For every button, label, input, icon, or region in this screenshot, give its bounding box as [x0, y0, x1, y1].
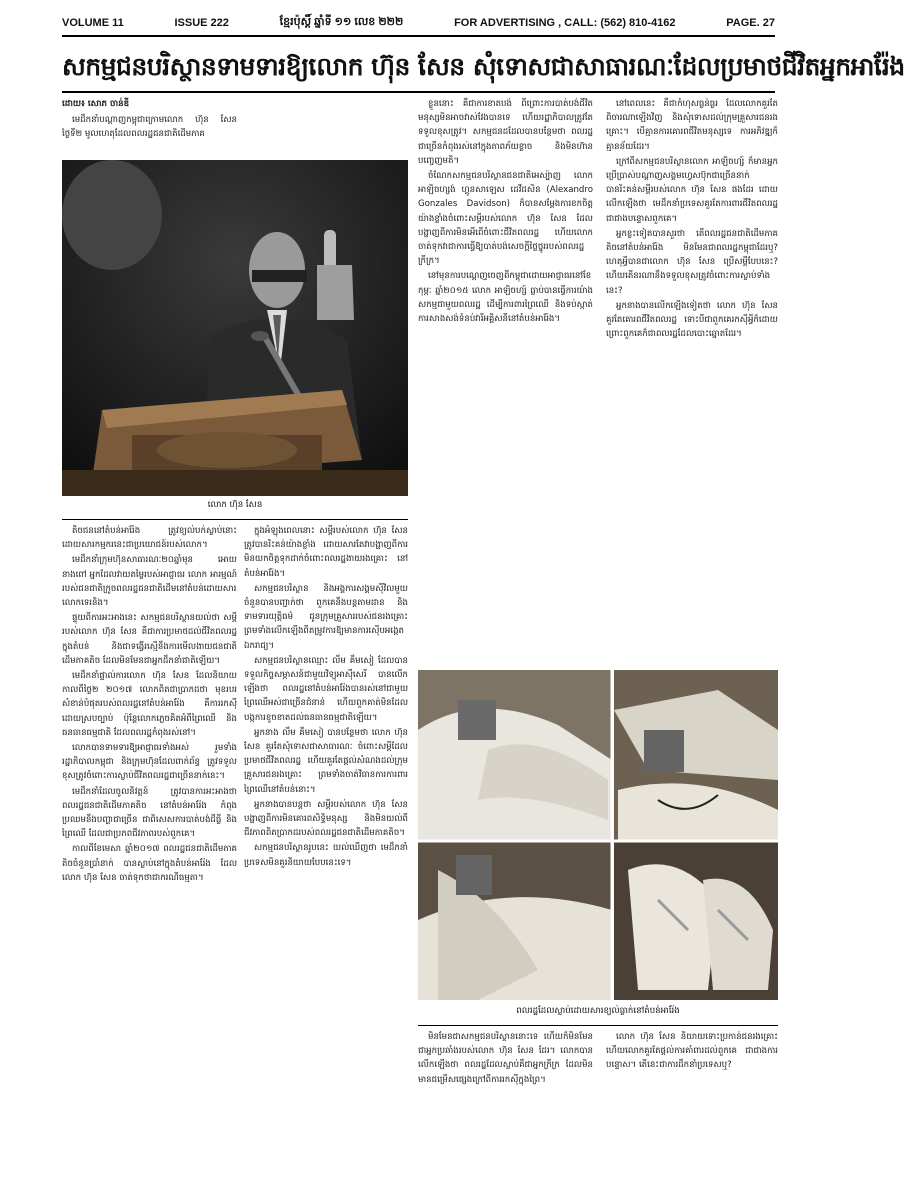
article-paragraph: មេដឹកនាំផ្ទាល់ការលោក ហ៊ុន សែន ដែលនិយាយកាលពីថ្ងៃ២ ២០១៧ លោកពិតជាប្រាកដថា មុខរបរសំខាន់បំផុតរបស់ពលរដ្ឋនៅតំបន់អារ៉ែង គឺការរកស៊ីដោយស្របច្បាប់ ប៉ុន្តែលោកភ្លេចគិតអំពីព្រៃឈើ និងធនធានធម្មជាតិ ដែលពលរដ្ឋកំពុងរស់នៅ។	[62, 671, 237, 738]
article-paragraph: អ្នកខ្លះទៀតបានសួរថា តើពលរដ្ឋជនជាតិដើមភាគតិចនៅតំបន់អារ៉ែង មិនមែនជាពលរដ្ឋកម្ពុជាដែរឬ? ហេតុអ្វីបានជាលោក ហ៊ុន សែន ប្រើសម្ដីបែបនេះ? ហើយតើនរណានឹងទទួលខុសត្រូវចំពោះការស្លាប់ទាំងនេះ?	[606, 228, 778, 296]
article-paragraph: នៅពេលនេះ គឺជាកំហុសធ្ងន់ធ្ងរ ដែលលោកគួរតែពិចារណាឡើងវិញ និងសុំទោសដល់ក្រុមគ្រួសារជនរងគ្រោះ។ បើគ្មានការគោរពជីវិតមនុស្សទេ ការអភិវឌ្ឍក៏គ្មានន័យដែរ។	[606, 99, 778, 152]
main-photo	[62, 160, 408, 496]
speaker-illustration	[62, 160, 408, 496]
article-paragraph: មេដឹកនាំដែលចូលនិវត្តន៍ ត្រូវបានការអះអាងថា ពលរដ្ឋជនជាតិដើមភាគតិច នៅតំបន់អារ៉ែង កំពុងប្រឈមនឹងបញ្ហាជាច្រើន ជាពិសេសការបាត់បង់ដីធ្លី និងព្រៃឈើ ដែលជាប្រភពជីវភាពរបស់ពួកគេ។	[62, 786, 237, 840]
volume-label: VOLUME 11	[62, 17, 124, 29]
article-paragraph: លោកបានទាមទារឱ្យអាជ្ញាធរទាំងអស់ រួមទាំងរដ្ឋាភិបាលកម្ពុជា និងក្រុមហ៊ុនដែលពាក់ព័ន្ធ ត្រូវទទួលខុសត្រូវចំពោះការស្លាប់ជីវិតពលរដ្ឋជាច្រើននាក់នេះ។	[62, 743, 237, 782]
article-paragraph: ក្នុងអំឡុងពេលនោះ សម្ដីរបស់លោក ហ៊ុន សែន ត្រូវបានរិះគន់យ៉ាងខ្លាំង ដោយសារតែវាបង្ហាញពីការមិនយកចិត្តទុកដាក់ចំពោះពលរដ្ឋងាយរងគ្រោះ នៅតំបន់អារ៉ែង។	[244, 526, 408, 579]
article-paragraph: មេដឹកនាំបណ្ដាញកម្ពុជាក្រោមលោក ហ៊ុន សែន ថ្ងៃទី២ មូលហេតុដែលពលរដ្ឋជនជាតិដើមភាគ	[62, 115, 237, 140]
article-paragraph: អ្នកនាងបានលើកឡើងទៀតថា លោក ហ៊ុន សែន គួរតែគោរពជីវិតពលរដ្ឋ ទោះបីជាពួកគេរកស៊ីអ្វីក៏ដោយ ព្រោះពួកគេក៏ជាពលរដ្ឋដែលបោះឆ្នោតដែរ។	[606, 300, 778, 340]
issue-date: ខ្មែរប៉ុស្ដិ៍ ឆ្នាំទី ១១ លេខ ២២២	[279, 16, 404, 28]
article-paragraph: តិចជននៅតំបន់អារ៉ែង ត្រូវខ្យល់បក់ស្លាប់នោះ ដោយសារកម្មករនេះជាប្រយោជន៍របស់លោក។	[62, 526, 237, 551]
article-paragraph: សកម្មជនបរិស្ថានរូបនេះ យល់ឃើញថា មេដឹកនាំប្រទេសមិនគួរនិយាយបែបនេះទេ។	[244, 843, 408, 868]
article-paragraph: ចំណែកសកម្មជនបរិស្ថានជនជាតិអេស្ប៉ាញ លោក អាឡិចហ្សង់ ហ្គូនសាឡេស ដេវីដសិន (Alexandro Gonzales Davidson) ក៏បានសម្ដែងការខកចិត្តយ៉ាងខ្លាំងចំពោះសម្ដីរបស់លោក ហ៊ុន សែន ដែលបង្ហាញពីការមិនអើពើចំពោះជីវិតពលរដ្ឋ ហើយលោកចាត់ទុកវាជាការធ្វើឱ្យបាត់បង់សេចក្ដីថ្លៃថ្នូររបស់ពលរដ្ឋក្រីក្រ។	[418, 171, 593, 267]
column-1-top	[62, 97, 237, 157]
article-paragraph: នៅមុនការបណ្ដេញចេញពីកម្ពុជាដោយអាជ្ញាធរនៅខែកុម្ភៈ ឆ្នាំ២០១៥ លោក អាឡិចហ្ស៍ ធ្លាប់បានធ្វើការយ៉ាងសកម្មជាមួយពលរដ្ឋ ដើម្បីការពារព្រៃឈើ និងទប់ស្កាត់ការសាងសង់ទំនប់វារីអគ្គិសនីនៅតំបន់អារ៉ែង។	[418, 271, 593, 325]
page-number: PAGE. 27	[726, 17, 775, 29]
page-header	[62, 14, 775, 32]
issue-label: ISSUE 222	[174, 17, 229, 29]
main-photo-caption: លោក ហ៊ុន សែន	[62, 500, 408, 520]
article-paragraph: មេដឹកនាំក្រុមហ៊ុនសាធារណៈ២០ឆ្នាំមុន អោយនាងពៅ អ្នកដែលវាយតម្លៃរបស់អាជ្ញាធរ លោក អារម្មណ៍របស់ជនជាតិក្រូចពលរដ្ឋជនជាតិដើមនៅតំបន់ដោយសារលោកទេរនិង។	[62, 555, 237, 609]
article-paragraph: សកម្មជនបរិស្ថាន និងអង្គការសង្គមស៊ីវិលមួយចំនួនបានបញ្ជាក់ថា ពួកគេនឹងបន្តតាមដាន និងទាមទារយុត្តិធម៌ ជូនក្រុមគ្រួសាររបស់ជនរងគ្រោះ ព្រមទាំងលើកឡើងពីតម្រូវការឱ្យមានការស៊ើបអង្កេតឯករាជ្យ។	[244, 583, 408, 651]
article-paragraph: កាលពីខែមេសា ឆ្នាំ២០១៧ ពលរដ្ឋជនជាតិដើមភាគតិចចំនួនប្រាំនាក់ បានស្លាប់នៅក្នុងតំបន់អារ៉ែង ដែលលោក ហ៊ុន សែន ចាត់ទុកថាជាករណីធម្មតា។	[62, 844, 237, 883]
article-paragraph: មិនមែនជាសកម្មជនបរិស្ថាននោះទេ ហើយក៏មិនមែនជាអ្នកប្រឆាំងរបស់លោក ហ៊ុន សែន ដែរ។ លោកបានលើកឡើងថា ពលរដ្ឋដែលស្លាប់គឺជាអ្នកក្រីក្រ ដែលមិនមានជម្រើសផ្សេងក្រៅពីការរកស៊ីក្នុងព្រៃ។	[418, 1032, 593, 1085]
column-3-middle	[418, 500, 593, 660]
column-3-top	[418, 97, 593, 499]
article-paragraph: ផ្ទុយពីការអះអាងនេះ សកម្មជនបរិស្ថានយល់ថា សម្ដីរបស់លោក ហ៊ុន សែន គឺជាការប្រមាថដល់ជីវិតពលរដ្ឋក្នុងតំបន់ និងជាទង្វើរស្មើនឹងការមើលងាយជនជាតិដើមភាគតិច ដែលមិនមែនជាអ្នកដឹកនាំជាតិឡើយ។	[62, 613, 237, 666]
article-paragraph: សកម្មជនបរិស្ថានឈ្មោះ លឹម គឹមសៀ ដែលបានទទួលកិច្ចសម្ភាសន៍ជាមួយវិទ្យុអាស៊ីសេរី បានលើកឡើងថា ពលរដ្ឋនៅតំបន់អារ៉ែងបានរស់នៅជាមួយព្រៃឈើអស់ជាច្រើនជំនាន់ ហើយពួកគាត់មិនដែលបង្កការខូចខាតដល់ធនធានធម្មជាតិឡើយ។	[244, 655, 408, 723]
column-1-bottom	[62, 524, 237, 1174]
victims-illustration	[418, 670, 778, 1000]
header-rule	[62, 35, 775, 37]
article-paragraph: អ្នកនាងបានបន្តថា សម្ដីរបស់លោក ហ៊ុន សែន បង្ហាញពីការមិនគោរពសិទ្ធិមនុស្ស និងមិនយល់ពីជីវភាពពិតប្រាកដរបស់ពលរដ្ឋជនជាតិដើមភាគតិច។	[244, 799, 408, 839]
article-paragraph: ក្រៅពីសកម្មជនបរិស្ថានលោក អាឡិចហ្ស៍ ក៏មានអ្នកប្រើប្រាស់បណ្ដាញសង្គមហ្វេសប៊ុកជាច្រើននាក់ បានរិះគន់សម្ដីរបស់លោក ហ៊ុន សែន ផងដែរ ដោយលើកឡើងថា មេដឹកនាំប្រទេសគួរតែការពារជីវិតពលរដ្ឋ ជាជាងបន្ទោសពួកគេ។	[606, 156, 778, 224]
headline: សកម្មជនបរិស្ថានទាមទារឱ្យលោក ហ៊ុន សែន សុំទោសជាសាធារណៈដែលប្រមាថជីវិតអ្នកអារ៉ែង	[62, 52, 905, 81]
victims-photo-caption: ពលរដ្ឋដែលស្លាប់ដោយសារខ្យល់ធ្លាក់នៅតំបន់អារ៉ែង	[418, 1006, 778, 1026]
article-paragraph: លោក ហ៊ុន សែន និយាយទោះប្រកាន់ជនរងគ្រោះ ហើយលោកគួរតែផ្ដល់ការគាំពារដល់ពួកគេ ជាជាងការបន្ទោស។ តើនេះជាការដឹកនាំប្រទេសឬ?	[606, 1032, 778, 1071]
byline: ដោយ៖ សោភ ចាន់ឌី	[62, 99, 130, 109]
column-3-bottom	[418, 1030, 593, 1174]
column-4-top	[606, 97, 778, 657]
column-2	[244, 524, 408, 1174]
column-4-bottom	[606, 1030, 778, 1174]
headline-rule	[62, 91, 775, 93]
victims-photo	[418, 670, 778, 1000]
article-paragraph: ខ្លួននោះ គឺជាការខាតបង់ ពីព្រោះការបាត់បង់ជីវិតមនុស្សមិនអាចវាស់វែងបានទេ ហើយរដ្ឋាភិបាលត្រូវតែទទួលខុសត្រូវ។ សកម្មជនដដែលបានបន្ថែមថា ពលរដ្ឋជាច្រើនកំពុងរស់នៅក្នុងភាពភ័យខ្លាច និងមិនហ៊ានបញ្ចេញមតិ។	[418, 99, 593, 166]
article-paragraph: អ្នកនាង លឹម គឹមសៀ បានបន្ថែមថា លោក ហ៊ុន សែន គួរតែសុំទោសជាសាធារណៈ ចំពោះសម្ដីដែលប្រមាថជីវិតពលរដ្ឋ ហើយគួរតែផ្ដល់សំណងដល់ក្រុមគ្រួសារជនរងគ្រោះ ព្រមទាំងចាត់វិធានការការពារព្រៃឈើនៅតំបន់នោះ។	[244, 727, 408, 795]
column-1-top-text	[62, 113, 237, 141]
advertising-contact: FOR ADVERTISING , CALL: (562) 810-4162	[454, 17, 676, 29]
